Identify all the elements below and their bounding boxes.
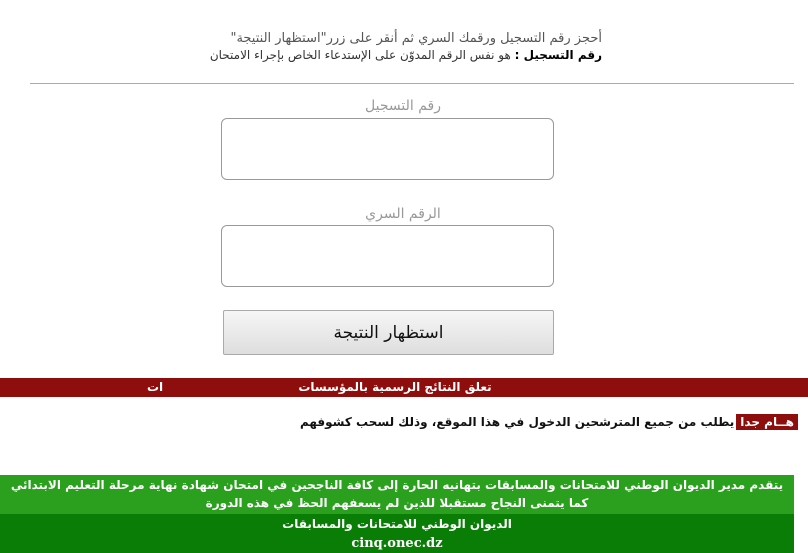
organization-name: الديوان الوطني للامتحانات والمسابقات bbox=[282, 517, 512, 531]
instructions-line1: أحجز رقم التسجيل ورقمك السري ثم أنقر على زرر"استظهار النتيجة" bbox=[230, 31, 602, 46]
results-banner-text: تعلق النتائج الرسمية بالمؤسسات bbox=[298, 380, 492, 394]
registration-input[interactable] bbox=[221, 118, 554, 180]
site-link[interactable]: cinq.onec.dz bbox=[351, 536, 443, 551]
password-input[interactable] bbox=[221, 225, 554, 287]
registration-note-label: رقم التسجيل : bbox=[514, 48, 602, 62]
instructions bbox=[0, 30, 602, 63]
congratulations-line1: يتقدم مدير الديوان الوطني للامتحانات والمسابقات بتهانيه الحارة إلى كافة الناجحين في امتحان شهادة نهاية مرحلة التعليم الابتدائي bbox=[10, 478, 784, 492]
password-label: الرقم السري bbox=[365, 206, 441, 222]
results-banner-fragment: ات bbox=[147, 380, 164, 394]
important-badge: هــام جدا bbox=[736, 414, 798, 430]
important-notice-text: يطلب من جميع المترشحين الدخول في هذا الموقع، وذلك لسحب كشوفهم bbox=[299, 415, 735, 429]
registration-note-text: هو نفس الرقم المدوّن على الإستدعاء الخاص بإجراء الامتحان bbox=[209, 48, 511, 62]
divider bbox=[30, 83, 794, 84]
congratulations-line2: كما يتمنى النجاح مستقبلا للذين لم يسعفهم الحظ في هذه الدورة bbox=[205, 496, 589, 510]
show-result-button[interactable]: استظهار النتيجة bbox=[223, 310, 554, 355]
instructions-line2 bbox=[0, 47, 602, 63]
results-banner bbox=[0, 378, 808, 397]
congratulations-panel bbox=[0, 475, 794, 514]
registration-label: رقم التسجيل bbox=[365, 98, 441, 114]
footer bbox=[0, 514, 794, 553]
important-notice bbox=[0, 415, 798, 429]
